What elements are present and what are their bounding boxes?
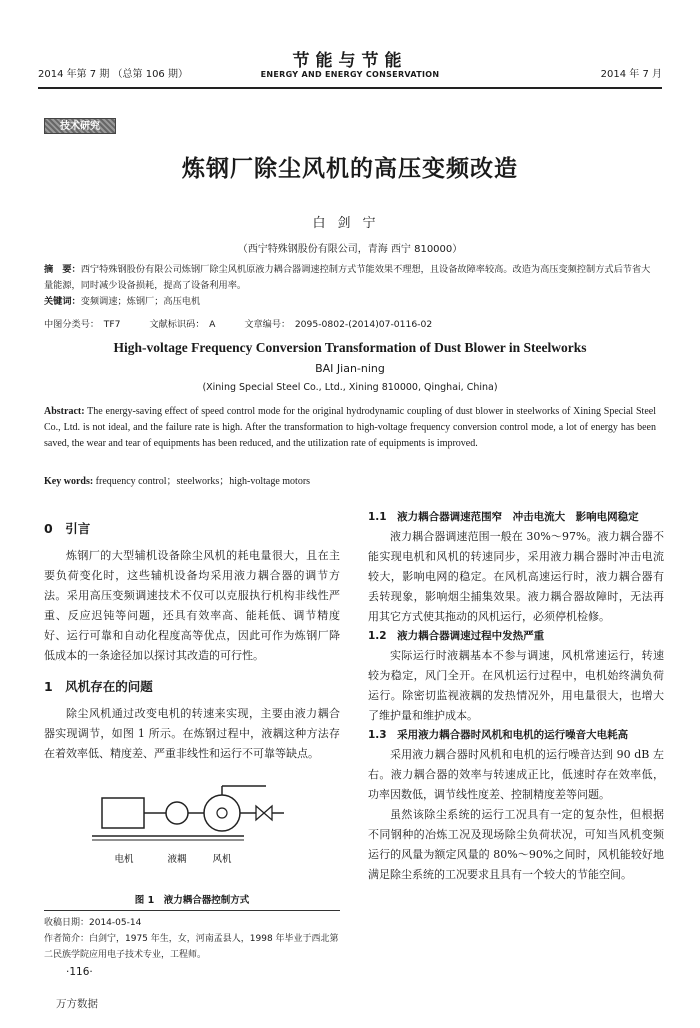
article-number: 文章编号： 2095-0802-(2014)07-0116-02 (244, 319, 433, 330)
paragraph-1-3: 采用液力耦合器时风机和电机的运行噪音达到 90 dB 左右。液力耦合器的效率与转速成正比，低速时存在效率低，功率因数低，调节线性度差、控制精度差等问题。 (368, 748, 664, 801)
abstract-cn (44, 262, 656, 310)
section-heading-intro: 0 引言 (44, 521, 91, 536)
label-coupling: 液耦 (167, 854, 187, 865)
label-fan: 风机 (212, 854, 232, 865)
issue-date: 2014 年 7 月 (600, 69, 662, 80)
paragraph-1-2: 实际运行时液耦基本不参与调速，风机常速运行，转速较为稳定，风门全开。在风机运行过程中，电机始终满负荷运行。除密切监视液耦的发热情况外，用电量很大，也增大了维护量和维护成本。 (368, 649, 664, 722)
abstract-en-text: The energy-saving effect of speed control mode for the original hydrodynamic coupling of dust blower in steelworks of Xining Special Steel Co., Ltd. is not ideal, and the failure rate is high. After the transformation to high-voltage frequency conversion control mode, a lot of energy has been saved, the wear and tear of equipments has been reduced, and the utilization rate of equipments is improved. (44, 406, 656, 449)
classification-line (44, 316, 656, 330)
coupling-diagram (44, 774, 340, 886)
watermark-text: 万方数据 (56, 998, 98, 1010)
intro-paragraph: 炼钢厂的大型辅机设备除尘风机的耗电量很大，且在主要负荷变化时，这些辅机设备均采用液力耦合器的调节方法。采用高压变频调速技术不仅可以克服执行机构非线性严重、反应迟钝等问题，还具有效率高、能耗低、调节精度好、运行可靠和自动化程度高等优点，因此可作为炼钢厂降低成本的一条途径加以探讨其改造的可行性。 (44, 549, 340, 662)
subsection-heading-1-3: 1.3 采用液力耦合器时风机和电机的运行噪音大电耗高 (368, 729, 629, 741)
paragraph-1-3b: 虽然该除尘系统的运行工况具有一定的复杂性，但根据不同钢种的冶炼工况及现场除尘负荷状况，可知当风机变频运行的风量为额定风量的 80%～90%之间时，风机能较好地满足除尘系统的工况要求且具有一个较大的节能空间。 (368, 808, 664, 881)
abstract-cn-text: 西宁特殊钢股份有限公司炼钢厂除尘风机原液力耦合器调速控制方式节能效果不理想，且设备故障率较高。改造为高压变频控制方式后节省大量能源，同时减少设备损耗，提高了设备利用率。 (44, 264, 651, 291)
column-badge: 技术研究 (44, 118, 116, 134)
footnote (44, 910, 340, 963)
received-date: 收稿日期：2014-05-14 (44, 918, 142, 928)
coupling-shape (166, 802, 188, 824)
label-motor: 电机 (114, 854, 134, 865)
fan-shape (204, 795, 240, 831)
author-name: 白剑宁 (312, 216, 388, 231)
subsection-heading-1-1: 1.1 液力耦合器调速范围窄 冲击电流大 影响电网稳定 (368, 511, 639, 523)
figure-caption: 图 1 液力耦合器控制方式 (134, 895, 250, 906)
author-affiliation: （西宁特殊钢股份有限公司，青海 西宁 810000） (237, 244, 463, 255)
page-number: ·116· (66, 966, 93, 978)
subsection-heading-1-2: 1.2 液力耦合器调速过程中发热严重 (368, 630, 545, 642)
author-bio: 作者简介：白剑宁，1975 年生，女，河南孟县人，1998 年毕业于西北第二民族学院应用电子技术专业，工程师。 (44, 934, 339, 960)
abstract-en-label: Abstract: (44, 406, 85, 417)
keywords-en (44, 472, 656, 487)
paper-title: 炼钢厂除尘风机的高压变频改造 (182, 156, 518, 182)
doc-code: 文献标识码： A (149, 319, 216, 330)
figure-1 (44, 774, 340, 912)
issue-info: 2014 年第 7 期 （总第 106 期） (38, 69, 188, 80)
header-divider (38, 87, 662, 89)
right-column (368, 508, 664, 885)
journal-masthead (38, 52, 662, 79)
keywords-cn-text: 变频调速；炼钢厂；高压电机 (80, 296, 201, 307)
section-heading-problem: 1 风机存在的问题 (44, 679, 153, 694)
abstract-cn-body (44, 262, 656, 294)
keywords-en-label: Key words: (44, 476, 94, 487)
problem-paragraph: 除尘风机通过改变电机的转速来实现，主要由液力耦合器实现调节，如图 1 所示。在炼钢过程中，液耦这种方法存在着效率低、精度差、严重非线性和运行不可靠等缺点。 (44, 707, 340, 760)
paper-title-en: High-voltage Frequency Conversion Transformation of Dust Blower in Steelworks (113, 340, 587, 355)
page-header (38, 52, 662, 86)
clc-number: 中图分类号： TF7 (44, 319, 121, 330)
journal-title-cn: 节能与节能 (292, 51, 408, 71)
paragraph-1-1: 液力耦合器调速范围一般在 30%～97%。液力耦合器不能实现电机和风机的转速同步，采用液力耦合器时冲击电流较大，影响电网的稳定。在风机高速运行时，液力耦合器有丢转现象，影响烟尘捕集效果。液力耦合器故障时，无法再用其它方式使其拖动的风机运行，必须停机检修。 (368, 530, 664, 623)
keywords-cn (44, 294, 656, 310)
abstract-cn-label: 摘 要： (44, 264, 81, 275)
abstract-en (44, 404, 656, 452)
keywords-cn-label: 关键词： (44, 296, 81, 307)
author-name-en: BAI Jian-ning (315, 362, 385, 375)
keywords-en-text: frequency control；steelworks；high-voltage motors (95, 476, 311, 487)
left-column (44, 508, 340, 912)
journal-title-en: ENERGY AND ENERGY CONSERVATION (260, 70, 440, 79)
motor-shape (102, 798, 144, 828)
author-affiliation-en: (Xining Special Steel Co., Ltd., Xining 810000, Qinghai, China) (202, 382, 498, 393)
